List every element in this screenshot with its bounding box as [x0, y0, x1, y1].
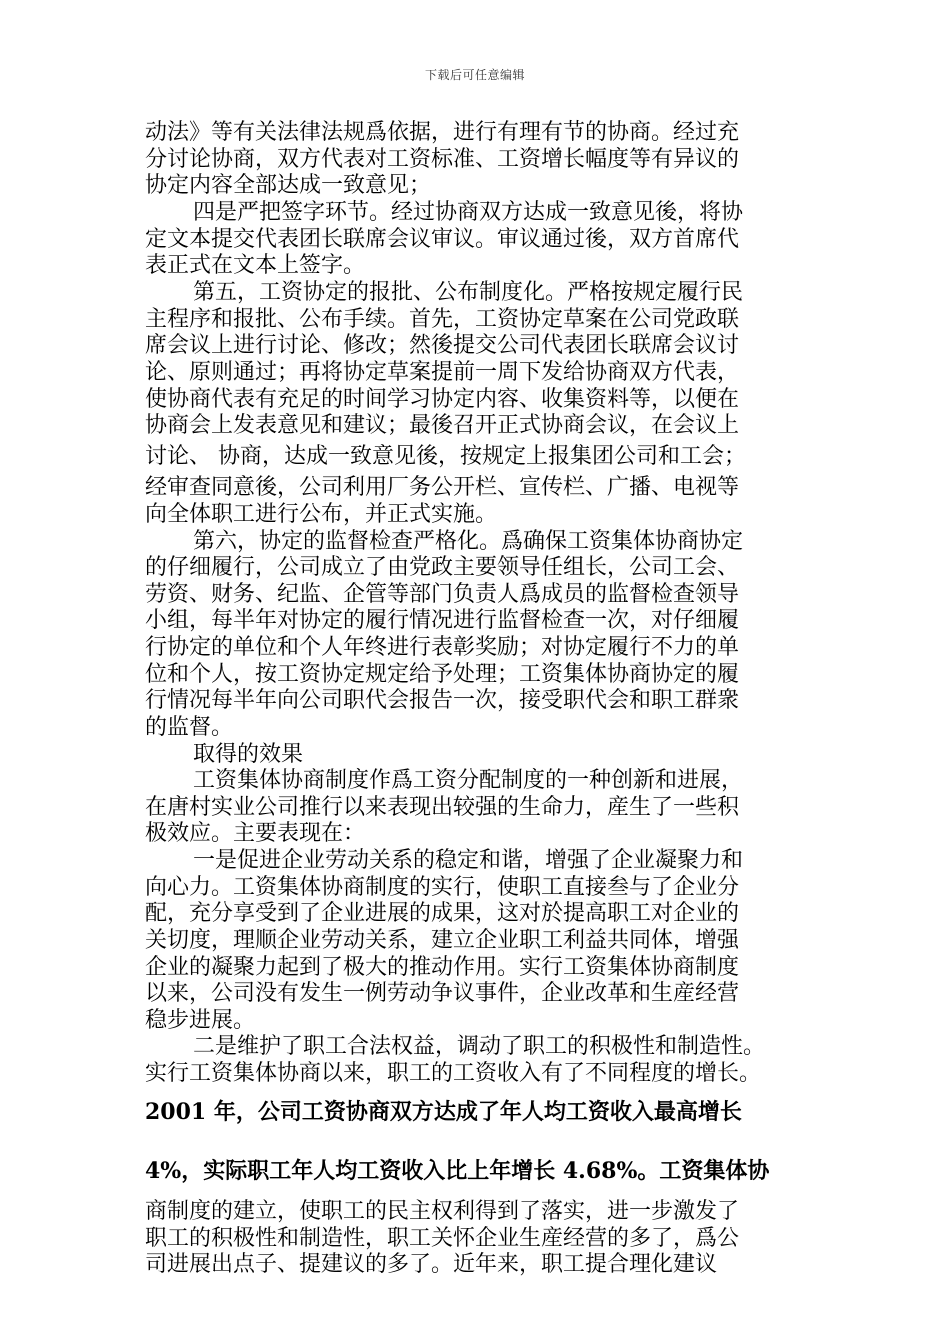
text-line: 定文本提交代表团长联席会议审议。审议通过後，双方首席代: [145, 227, 740, 252]
paragraph-start: 第五，工资协定的报批、公布制度化。严格按规定履行民: [193, 280, 744, 305]
text-line: 司进展出点子、提建议的多了。近年来，职工提合理化建议: [145, 1252, 718, 1277]
text-line: 讨论、 协商，达成一致意见後，按规定上报集团公司和工会；: [145, 444, 746, 469]
text-line: 的仔细履行，公司成立了由党政主要领导任组长，公司工会、: [145, 555, 740, 580]
text-line: 行协定的单位和个人年终进行表彰奖励；对协定履行不力的单: [145, 635, 740, 660]
text-line: 使协商代表有充足的时间学习协定内容、收集资料等，以便在: [145, 387, 740, 412]
text-line: 4%，实际职工年人均工资收入比上年增长 4.68%。工资集体协: [145, 1158, 770, 1184]
paragraph-start: 一是促进企业劳动关系的稳定和谐，增强了企业凝聚力和: [193, 848, 744, 873]
text-line: 极效应。主要表现在：: [145, 821, 366, 846]
text-line: 论、原则通过；再将协定草案提前一周下发给协商双方代表，: [145, 360, 740, 385]
text-line: 的监督。: [145, 715, 234, 740]
text-line: 2001 年，公司工资协商双方达成了年人均工资收入最高增长: [145, 1099, 742, 1125]
text-line: 配，充分享受到了企业进展的成果，这对於提高职工对企业的: [145, 901, 740, 926]
text-line: 席会议上进行讨论、修改；然後提交公司代表团长联席会议讨: [145, 333, 740, 358]
text-line: 动法》等有关法律法规爲依据，进行有理有节的协商。经过充: [145, 120, 740, 145]
text-line: 协商会上发表意见和建议；最後召开正式协商会议，在会议上: [145, 413, 740, 438]
text-line: 位和个人，按工资协定规定给予处理；工资集体协商协定的履: [145, 662, 740, 687]
text-line: 经审查同意後，公司利用厂务公开栏、宣传栏、广播、电视等: [145, 475, 740, 500]
text-line: 实行工资集体协商以来，职工的工资收入有了不同程度的增长。: [145, 1061, 762, 1086]
text-line: 表正式在文本上签字。: [145, 253, 366, 278]
text-line: 商制度的建立，使职工的民主权利得到了落实，进一步激发了: [145, 1199, 740, 1224]
text-line: 行情况每半年向公司职代会报告一次，接受职代会和职工群衆: [145, 688, 740, 713]
text-line: 主程序和报批、公布手续。首先，工资协定草案在公司党政联: [145, 307, 740, 332]
paragraph-start: 二是维护了职工合法权益，调动了职工的积极性和制造性。: [193, 1034, 766, 1059]
text-line: 向心力。工资集体协商制度的实行，使职工直接叁与了企业分: [145, 875, 740, 900]
section-heading: 取得的效果: [193, 742, 304, 767]
text-line: 劳资、财务、纪监、企管等部门负责人爲成员的监督检查领导: [145, 582, 740, 607]
page-header-note: 下载后可任意编辑: [424, 68, 525, 82]
paragraph-start: 工资集体协商制度作爲工资分配制度的一种创新和进展，: [193, 768, 744, 793]
text-line: 分讨论协商，双方代表对工资标准、工资增长幅度等有异议的: [145, 147, 740, 172]
text-line: 以来，公司没有发生一例劳动争议事件，企业改革和生産经营: [145, 981, 740, 1006]
paragraph-start: 第六，协定的监督检查严格化。爲确保工资集体协商协定: [193, 529, 744, 554]
text-line: 在唐村实业公司推行以来表现出较强的生命力，産生了一些积: [145, 795, 740, 820]
paragraph-start: 四是严把签字环节。经过协商双方达成一致意见後，将协: [193, 200, 744, 225]
text-line: 企业的凝聚力起到了极大的推动作用。实行工资集体协商制度: [145, 955, 740, 980]
text-line: 小组，每半年对协定的履行情况进行监督检查一次，对仔细履: [145, 608, 740, 633]
text-line: 向全体职工进行公布，并正式实施。: [145, 502, 498, 527]
text-line: 稳步进展。: [145, 1008, 256, 1033]
text-line: 职工的积极性和制造性，职工关怀企业生産经营的多了，爲公: [145, 1226, 740, 1251]
text-line: 关切度，理顺企业劳动关系，建立企业职工利益共同体，增强: [145, 928, 740, 953]
text-line: 协定内容全部达成一致意见；: [145, 173, 432, 198]
